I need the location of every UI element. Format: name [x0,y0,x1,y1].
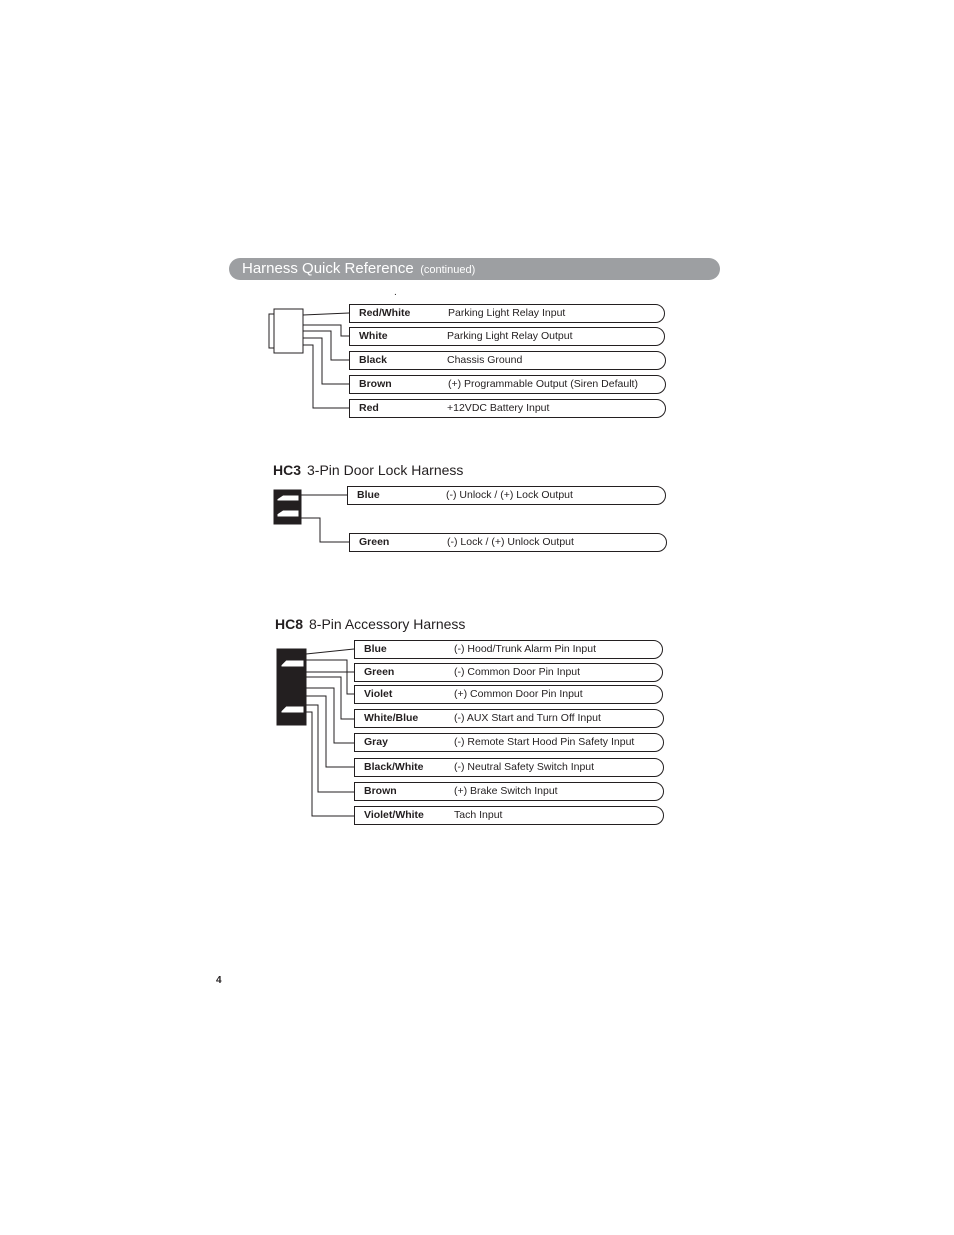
wire-label [354,709,664,728]
harness-name: 8-Pin Accessory Harness [309,616,466,632]
wire-label [349,327,665,346]
wire-color: Gray [364,736,388,748]
wire-color: Black [359,354,388,366]
wire-color: White/Blue [364,712,419,724]
hc3-title [273,462,463,478]
wire-label [349,375,666,394]
wire-color: Violet/White [364,809,424,821]
wire-label [347,486,666,505]
wire-function: (+) Programmable Output (Siren Default) [448,378,638,390]
wire-label [349,533,667,552]
harness-code: HC3 [273,462,302,478]
wire-label [354,640,663,659]
banner-subtitle: (continued) [420,264,476,276]
hc8-connector-slot-bottom [281,706,304,713]
wire-label [354,685,663,704]
wire-function: (-) Neutral Safety Switch Input [454,761,595,773]
hc8-connector-slot-top [281,660,304,667]
wire-color: Black/White [364,761,424,773]
wire-color: Red/White [359,307,411,319]
hc8-wire-6 [306,696,356,767]
wire-color: Blue [364,643,387,655]
wire-label [354,806,664,825]
harness1-connector-tab [269,314,274,348]
hc8-wire-7 [306,705,356,792]
wire-color: Red [359,402,379,414]
wire-function: (+) Brake Switch Input [454,785,558,797]
wire-function: (+) Common Door Pin Input [454,688,583,700]
hc8-wire-4 [306,677,356,719]
wire-label [349,304,665,323]
hc8-wire-2 [306,660,356,672]
page-number: 4 [216,975,222,986]
wire-function: Chassis Ground [447,354,523,366]
hc8-title [275,616,465,632]
wire-color: Brown [359,378,392,390]
wire-function: (-) Remote Start Hood Pin Safety Input [454,736,635,748]
wire-color: Brown [364,785,397,797]
wire-function: Tach Input [454,809,503,821]
hc8-wire-3 [306,672,356,694]
wire-color: Violet [364,688,393,700]
harness1-wire-1 [303,313,349,315]
wire-color: Green [364,666,395,678]
wire-function: (-) AUX Start and Turn Off Input [454,712,601,724]
banner-title: Harness Quick Reference [242,260,414,277]
wire-label [354,782,664,801]
wire-color: White [359,330,388,342]
harness1-wire-5 [303,345,351,408]
stray-mark: . [394,287,397,298]
wire-function: (-) Common Door Pin Input [454,666,581,678]
wire-function: Parking Light Relay Input [448,307,566,319]
wire-color: Blue [357,489,380,501]
hc3-wire-2 [301,518,351,542]
harness1-connector [274,309,303,353]
wire-function: (-) Lock / (+) Unlock Output [447,536,574,548]
wire-color: Green [359,536,390,548]
wire-label [354,733,664,752]
wire-label [354,663,663,682]
wire-label [349,351,666,370]
hc8-wire-1 [306,649,354,654]
wire-function: Parking Light Relay Output [447,330,573,342]
wire-label [349,399,666,418]
wire-label [354,758,664,777]
wire-function: +12VDC Battery Input [447,402,550,414]
harness-code: HC8 [275,616,304,632]
hc8-wire-8 [306,712,356,816]
harness-name: 3-Pin Door Lock Harness [307,462,464,478]
wire-function: (-) Unlock / (+) Lock Output [446,489,573,501]
wire-function: (-) Hood/Trunk Alarm Pin Input [454,643,596,655]
